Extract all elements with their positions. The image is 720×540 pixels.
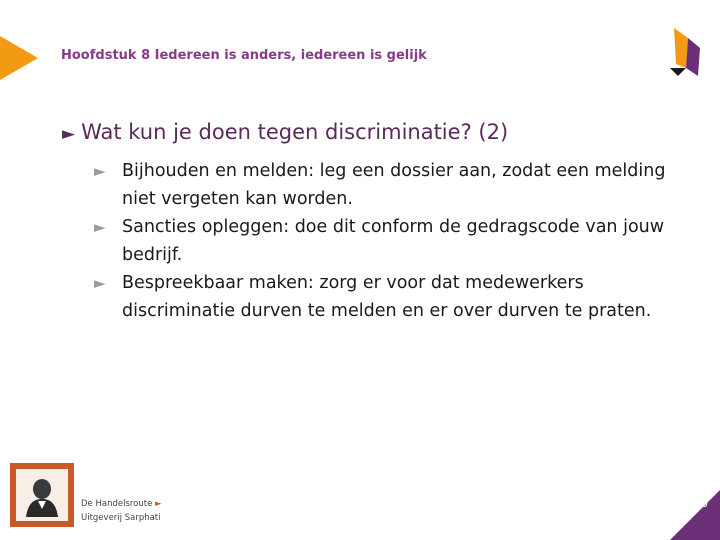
publisher-corner-logo-icon (640, 24, 720, 80)
bullet-text: Bespreekbaar maken: zorg er voor dat medewerkers discriminatie durven te melden en er over durven te praten. (122, 273, 652, 321)
publisher-name (81, 497, 162, 525)
portrait-frame (16, 469, 68, 521)
bullet-text: Sancties opleggen: doe dit conform de gedragscode van jouw bedrijf. (122, 217, 665, 265)
bullet-arrow-icon: ► (94, 274, 106, 292)
list-item (94, 269, 684, 325)
chapter-title: Hoofdstuk 8 Iedereen is anders, iedereen is gelijk (61, 48, 427, 63)
bullet-text: Bijhouden en melden: leg een dossier aan, zodat een melding niet vergeten kan worden. (122, 161, 666, 209)
page-number: 6 (700, 496, 708, 510)
page-number-badge (670, 490, 720, 540)
publisher-line-1: De Handelsroute (81, 499, 153, 509)
portrait-icon (20, 473, 64, 517)
bullet-arrow-icon: ► (94, 218, 106, 236)
orange-corner-triangle (0, 36, 38, 80)
list-item (94, 213, 684, 269)
publisher-arrow-icon: ► (155, 499, 162, 509)
list-item (94, 157, 684, 213)
slide-title-text: Wat kun je doen tegen discriminatie? (2) (81, 120, 509, 144)
slide-title (62, 120, 508, 144)
title-arrow-icon: ► (62, 124, 76, 144)
publisher-line-2: Uitgeverij Sarphati (81, 513, 161, 523)
bullet-arrow-icon: ► (94, 162, 106, 180)
publisher-logo (10, 463, 74, 527)
bullet-list (94, 157, 684, 325)
